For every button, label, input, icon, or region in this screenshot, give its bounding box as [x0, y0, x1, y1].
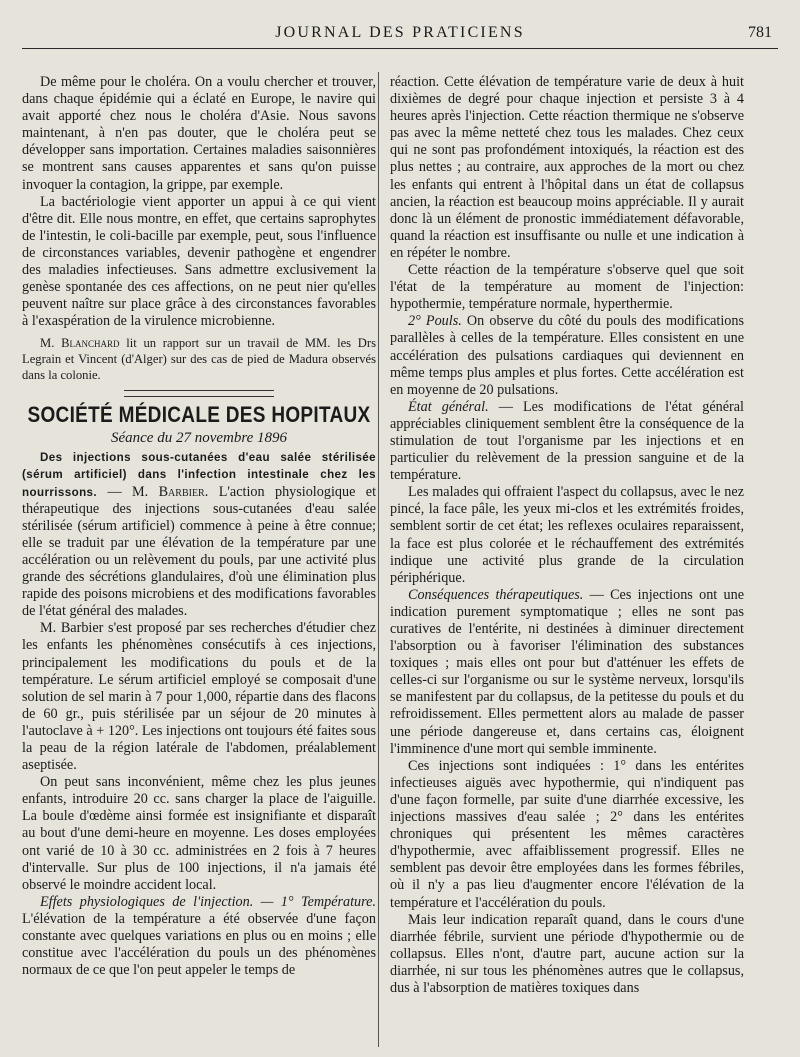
article-intro: [22, 449, 376, 620]
temperature-heading: Effets physiologiques de l'injection. — 1° Température.: [40, 893, 376, 910]
article-heading: Des injections sous-cutanées d'eau salée stérilisée (sérum artificiel) dans l'infection intestinale chez les nourrissons.: [22, 451, 376, 499]
paragraph-temperature: [22, 894, 376, 979]
paragraph-therapeutic: [390, 587, 744, 758]
section-title: SOCIÉTÉ MÉDICALE DES HOPITAUX: [27, 403, 371, 428]
running-head: [22, 22, 778, 49]
general-state-heading: État général.: [408, 398, 489, 415]
paragraph-method: M. Barbier s'est proposé par ses recherches d'étudier chez les enfants les phénomènes consécutifs à ces injections, principalement les modifications du pouls et de la température. Le sérum artificiel employé se composait d'une solution de sel marin à 7 pour 1,000, répartie dans des flacons de 60 gr., puis stérilisée par un séjour de 20 minutes à l'autoclave à + 120°. Les injections ont toujours été faites sous la peau de la région latérale de l'abdomen, préalablement aseptisée.: [22, 620, 376, 774]
journal-title: JOURNAL DES PRATICIENS: [275, 24, 525, 41]
paragraph-bacteriology: La bactériologie vient apporter un appui à ce qui vient d'être dit. Elle nous montre, en effet, que certains saprophytes de l'intestin, le coli-bacille par exemple, peut, sous l'influence de circonstances variables, devenir pathogène et engendrer des maladies infectieuses. Sans admettre exclusivement la genèse spontanée des ces affections, on ne peut nier qu'elles peuvent naître sur place grâce à des circonstances favorables à l'exaspération de la virulence microbienne.: [22, 193, 376, 330]
note-author: Blanchard: [61, 336, 120, 351]
article-intro-text: L'action physiologique et thérapeutique des injections sous-cutanées d'eau salée stérilisée (sérum artificiel) commence à peine à être connue; elle se traduit par une élévation de la température par une accélération ou un relèvement du pouls, par une activité plus grande des sécrétions glandulaires, d'où une élimination plus rapide des poisons microbiens et des modifications favorables de l'état général des malades.: [22, 483, 377, 620]
therapeutic-text: — Ces injections ont une indication purement symptomatique ; elles ne sont pas curatives de l'entérite, ni destinées à diminuer directement l'absorption ou à favoriser l'élimination des substances toxiques ; mais elles ont pour but d'atténuer les effets de celles-ci sur l'organisme ou sur le système nerveux, lorsqu'ils se manifestent par du collapsus, de la petitesse du pouls et du refroidissement. Elles permettent alors au malade de passer une période dangereuse et, dans certains cas, éloignent l'imminence d'une mort qui semble imminente.: [390, 586, 745, 757]
general-state-text: — Les modifications de l'état général appréciables cliniquement semblent être la conséquence de la stimulation de tout l'organisme par les injections et en particulier du relèvement de la pression sanguine et de la température.: [390, 398, 744, 484]
session-date: Séance du 27 novembre 1896: [110, 430, 288, 447]
temperature-text: L'élévation de la température a été observée d'une façon constante avec quelques variations en plus ou en moins ; elle constitue avec l'accélération du pouls un des phénomènes normaux de ce que l'on peut appeler le temps de: [22, 910, 376, 979]
left-column: [22, 74, 376, 979]
paragraph-pulse: [390, 313, 744, 398]
paragraph-cholera: De même pour le choléra. On a voulu chercher et trouver, dans chaque épidémie qui a éclaté en Europe, le navire qui avait apporté chez nous le choléra d'Asie. Nous savons maintenant, à n'en pas douter, que le choléra peut se développer sans importation. Certaines maladies saisonnières se montrent sans causes apparentes et sans qu'on puisse invoquer la contagion, la grippe, par exemple.: [22, 74, 376, 193]
paragraph-reaction: réaction. Cette élévation de température varie de deux à huit dixièmes de degré pour chaque injection et persiste 3 à 4 heures après l'injection. Cette réaction thermique ne s'observe pas avec la même netteté chez tous les malades. Chez ceux qui ne sont pas profondément intoxiqués, la réaction est des plus nettes ; au contraire, aux approches de la mort ou chez les enfants qui entrent à l'hôpital dans un état de collapsus ancien, la réaction est beaucoup moins appréciable. Il y aurait donc là un élément de pronostic immédiatement défavorable, quand la réaction est insuffisante ou nulle et une indication à en répéter le nombre.: [390, 74, 744, 261]
therapeutic-heading: Conséquences thérapeutiques.: [408, 586, 584, 603]
paragraph-dosage: On peut sans inconvénient, même chez les plus jeunes enfants, introduire 20 cc. sans charger la place de l'aiguille. La boule d'œdème ainsi formée est insignifiante et disparaît au bout d'une demi-heure en moyenne. Les doses employées ont varié de 10 à 30 cc. administrées en 2 fois à 7 heures d'intervalle. Sur plus de 100 injections, il n'a jamais été observé le moindre accident local.: [22, 774, 376, 893]
report-note: [22, 336, 376, 383]
right-column: [390, 74, 744, 997]
author-prefix: — M.: [107, 483, 149, 500]
pulse-text: On observe du côté du pouls des modifications parallèles à celles de la température. Elles consistent en une accélération des pulsations cardiaques qui deviennent en même temps plus amples et plus fortes. Cette accélération est en moyenne de 20 pulsations.: [390, 313, 745, 398]
paragraph-collapse: Les malades qui offraient l'aspect du collapsus, avec le nez pincé, la face pâle, les yeux mi-clos et les extrémités froides, semblent sortir de cet état; les reflexes oculaires reparaissent, la face est plus colorée et le réchauffement des extrémités indique une activité plus grande de la circulation périphérique.: [390, 484, 744, 586]
paragraph-febrile: Mais leur indication reparaît quand, dans le cours d'une diarrhée fébrile, survient une période d'hypothermie ou de collapsus. Elles n'ont, d'autre part, aucune action sur la diarrhée, ni sur tous les phénomènes autres que le collapsus, dus à l'absorption de matières toxiques dans: [390, 911, 744, 996]
note-prefix: M.: [40, 336, 55, 351]
note-text: lit un rapport sur un travail de MM. les Drs Legrain et Vincent (d'Alger) sur des cas de pied de Madura observés dans la colonie.: [22, 336, 376, 382]
column-divider: [378, 72, 379, 1047]
paragraph-general-state: [390, 399, 744, 484]
section-rule: [124, 390, 274, 397]
pulse-heading: 2° Pouls.: [408, 313, 462, 330]
page-number: 781: [748, 24, 772, 41]
article-author: Barbier.: [158, 483, 209, 500]
paragraph-reaction-state: Cette réaction de la température s'observe quel que soit l'état de la température au moment de l'injection: hypothermie, température normale, hyperthermie.: [390, 262, 744, 313]
paragraph-indications: Ces injections sont indiquées : 1° dans les entérites infectieuses aiguës avec hypothermie, qui n'indiquent pas d'une façon formelle, par suite d'une diarrhée excessive, les injections massives d'eau salée ; 2° dans les entérites chroniques qui présentent les mêmes caractères d'hypothermie, avec affaiblissement progressif. Elles ne semblent pas devoir être employées dans les formes fébriles, où il n'y a pas lieu d'augmenter encore l'élévation de la température et l'accélération du pouls.: [390, 757, 744, 911]
